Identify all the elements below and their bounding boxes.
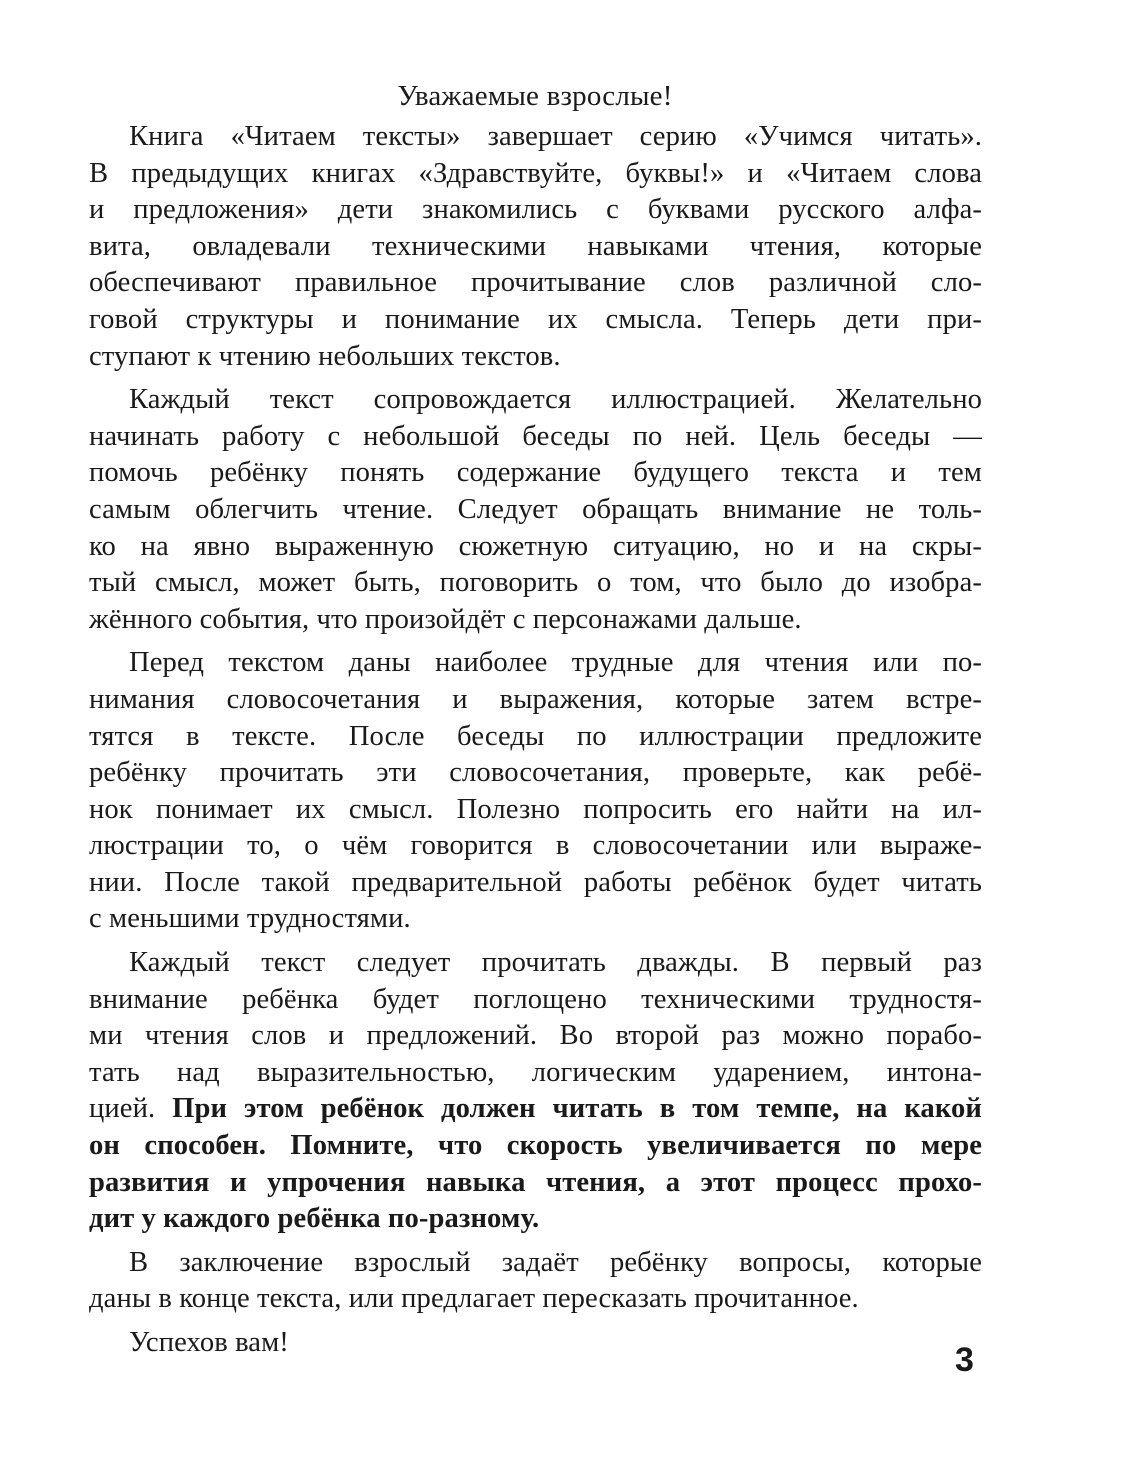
text-line: Каждый текст следует прочитать дважды. В первый раз xyxy=(129,947,982,979)
paragraph-closing xyxy=(89,1325,982,1362)
text-line: В заключение взрослый задаёт ребёнку вопросы, которые xyxy=(129,1246,982,1278)
text-line: жённого события, что произойдёт с персонажами дальше. xyxy=(89,603,802,635)
page-heading: Уважаемые взрослые! xyxy=(397,80,673,112)
text-line: Перед текстом даны наиболее трудные для чтения или по- xyxy=(129,647,982,679)
text-line: Каждый текст сопровождается иллюстрацией. Желательно xyxy=(129,384,982,416)
mixed-text-line xyxy=(89,1091,982,1128)
text-line: обеспечивают правильное прочитывание слов различной сло- xyxy=(89,267,982,299)
page-number: 3 xyxy=(955,1341,974,1379)
bold-text-line: он способен. Помните, что скорость увеличивается по мере xyxy=(89,1130,982,1162)
text-line: тятся в тексте. После беседы по иллюстрации предложите xyxy=(89,720,982,752)
text-line: нок понимает их смысл. Полезно попросить его найти на ил- xyxy=(89,793,982,825)
regular-text-span: цией. xyxy=(89,1093,173,1125)
text-line: даны в конце текста, или предлагает пересказать прочитанное. xyxy=(89,1283,859,1315)
text-line: начинать работу с небольшой беседы по ней. Цель беседы — xyxy=(89,420,982,452)
text-line: Книга «Читаем тексты» завершает серию «Учимся читать». xyxy=(129,121,982,152)
text-line: В предыдущих книгах «Здравствуйте, буквы!» и «Читаем слова xyxy=(89,157,982,189)
text-line: тать над выразительностью, логическим ударением, интона- xyxy=(89,1056,982,1088)
text-line: с меньшими трудностями. xyxy=(89,903,411,935)
paragraph-4 xyxy=(89,945,982,1238)
text-line: тый смысл, может быть, поговорить о том, что было до изобра- xyxy=(89,567,982,599)
paragraph-3 xyxy=(89,645,982,938)
text-line: нимания словосочетания и выражения, которые затем встре- xyxy=(89,683,982,715)
bold-text-line: дит у каждого ребёнка по-разному. xyxy=(89,1203,540,1235)
text-line: помочь ребёнку понять содержание будущего текста и тем xyxy=(89,457,982,489)
text-line: нии. После такой предварительной работы ребёнок будет читать xyxy=(89,866,982,898)
text-line: ступают к чтению небольших текстов. xyxy=(89,340,561,372)
text-line: вита, овладевали техническими навыками чтения, которые xyxy=(89,230,982,262)
bold-text-line: развития и упрочения навыка чтения, а этот процесс прохо- xyxy=(89,1166,982,1198)
body-text xyxy=(89,119,982,1362)
text-line: ко на явно выраженную сюжетную ситуацию, но и на скры- xyxy=(89,530,982,562)
text-line: ребёнку прочитать эти словосочетания, проверьте, как ребё- xyxy=(89,757,982,789)
paragraph-5 xyxy=(89,1245,982,1318)
paragraph-1 xyxy=(89,119,982,375)
paragraph-2 xyxy=(89,382,982,638)
bold-text-span: При этом ребёнок должен читать в том темпе, на какой xyxy=(172,1093,982,1125)
text-line: говой структуры и понимание их смысла. Теперь дети при- xyxy=(89,303,982,335)
text-line: и предложения» дети знакомились с буквами русского алфа- xyxy=(89,194,982,226)
closing-line: Успехов вам! xyxy=(129,1327,289,1358)
text-line: самым облегчить чтение. Следует обращать внимание не толь- xyxy=(89,493,982,525)
text-line: люстрации то, о чём говорится в словосочетании или выраже- xyxy=(89,830,982,862)
text-line: внимание ребёнка будет поглощено техническими трудностя- xyxy=(89,983,982,1015)
text-line: ми чтения слов и предложений. Во второй раз можно порабо- xyxy=(89,1020,982,1052)
